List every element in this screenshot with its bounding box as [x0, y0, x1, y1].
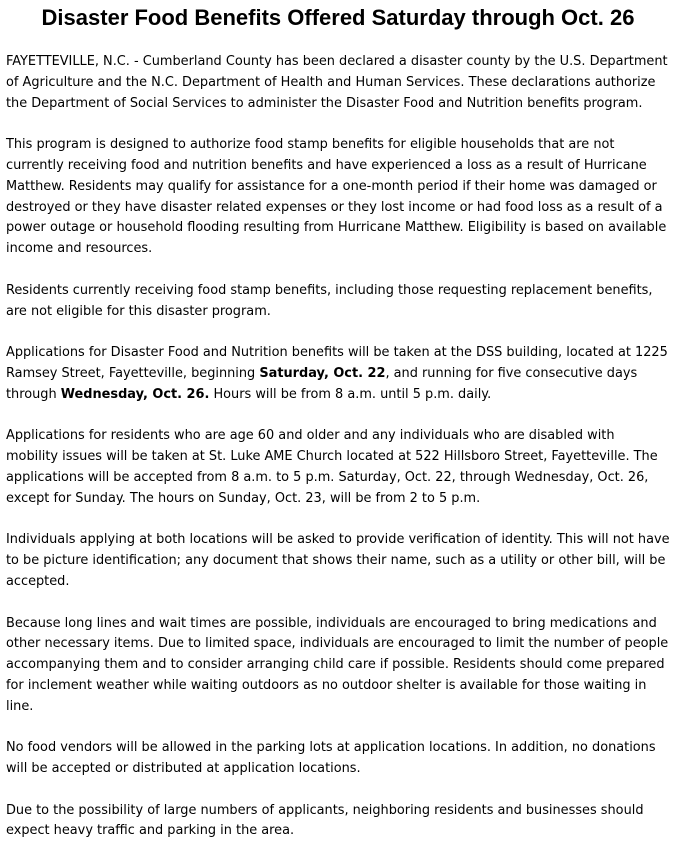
paragraph-declaration: FAYETTEVILLE, N.C. - Cumberland County has been declared a disaster county by the U.S. Department of Agriculture and the N.C. Department of Health and Human Services. These declarations authorize the Department of Social Services to administer the Disaster Food and Nutrition benefits program. [6, 54, 668, 111]
paragraph-eligibility-exclusion: Residents currently receiving food stamp benefits, including those requesting replacement benefits, are not eligible for this disaster program. [6, 282, 653, 319]
application-text-1: Applications for Disaster Food and Nutrition benefits will be taken at the DSS building, located at 1225 Ramsey Street, Fayetteville, beginning [6, 345, 668, 381]
paragraph-program-description: This program is designed to authorize food stamp benefits for eligible households that are not currently receiving food and nutrition benefits and have experienced a loss as a result of Hurricane Matthew. Residents may qualify for assistance for a one-month period if their home was damaged or destroyed or they have disaster related expenses or they lost income or had food loss as a result of a power outage or household flooding resulting from Hurricane Matthew. Eligibility is based on available income and resources. [6, 137, 667, 257]
end-date: Wednesday, Oct. 26. [60, 386, 210, 402]
paragraph-identity-verification: Individuals applying at both locations will be asked to provide verification of identity. This will not have to be picture identification; any document that shows their name, such as a utility or other bill, will be accepted. [6, 532, 670, 589]
article-body [6, 52, 670, 863]
start-date: Saturday, Oct. 22 [259, 365, 386, 381]
paragraph-vendors-donations: No food vendors will be allowed in the parking lots at application locations. In addition, no donations will be accepted or distributed at application locations. [6, 740, 656, 777]
paragraph-wait-times: Because long lines and wait times are possible, individuals are encouraged to bring medications and other necessary items. Due to limited space, individuals are encouraged to limit the number of people accompanying them and to consider arranging child care if possible. Residents should come prepared for inclement weather while waiting outdoors as no outdoor shelter is available for those waiting in line. [6, 615, 669, 714]
paragraph-senior-location: Applications for residents who are age 60 and older and any individuals who are disabled with mobility issues will be taken at St. Luke AME Church located at 522 Hillsboro Street, Fayetteville. The applications will be accepted from 8 a.m. to 5 p.m. Saturday, Oct. 22, through Wednesday, Oct. 26, except for Sunday. The hours on Sunday, Oct. 23, will be from 2 to 5 p.m. [6, 428, 658, 506]
paragraph-application-location [6, 343, 670, 405]
application-text-3: Hours will be from 8 a.m. until 5 p.m. daily. [209, 386, 492, 402]
page-title: Disaster Food Benefits Offered Saturday through Oct. 26 [41, 5, 635, 30]
application-text-2: , and running for five consecutive days through [6, 365, 638, 402]
paragraph-traffic-notice: Due to the possibility of large numbers of applicants, neighboring residents and businesses should expect heavy traffic and parking in the area. [6, 802, 644, 839]
